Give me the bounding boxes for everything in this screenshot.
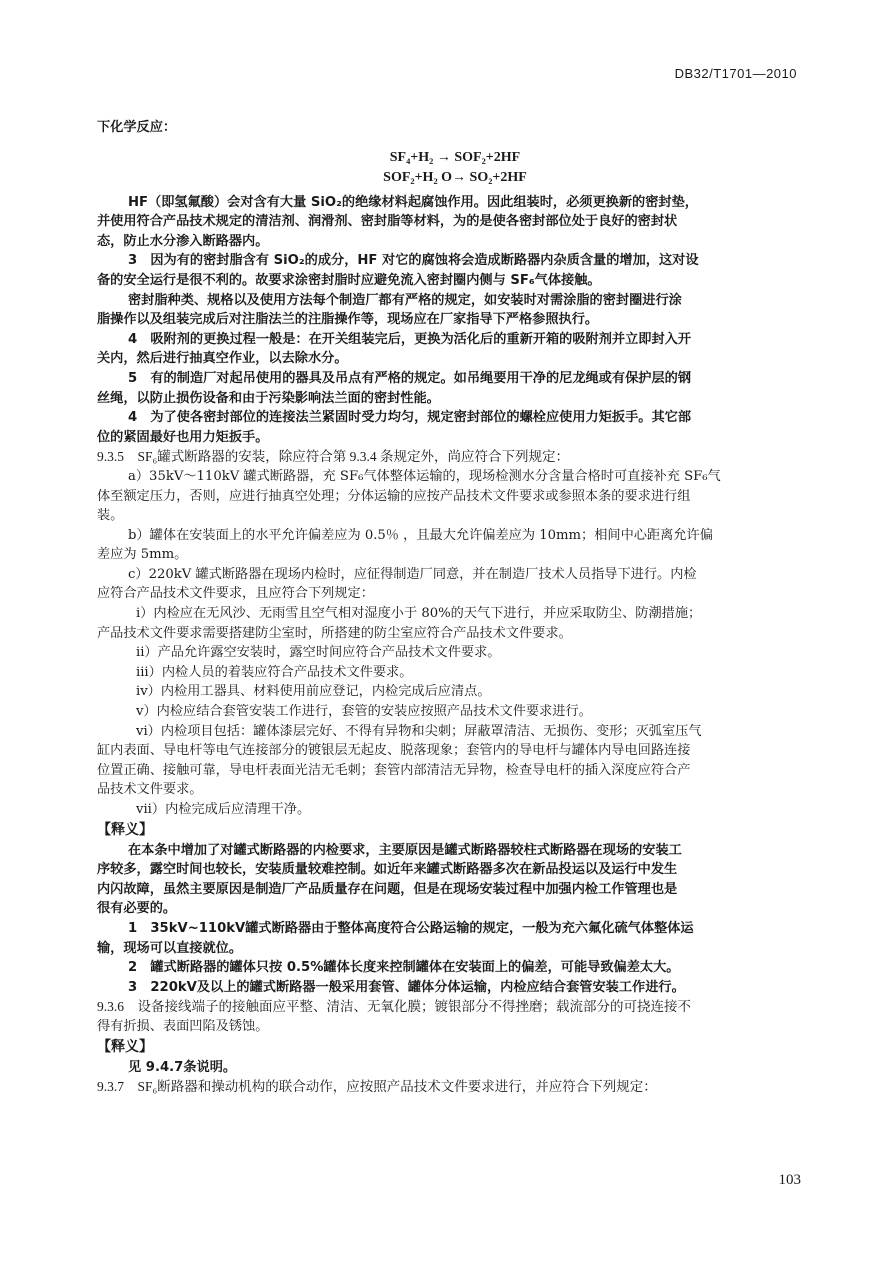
text-line: 1 35kV~110kV罐式断路器由于整体高度符合公路运输的规定，一般为充六氟化硫气体整体运	[128, 920, 694, 936]
text-line: 态，防止水分渗入断路器内。	[97, 233, 269, 249]
clause-9-3-5: 9.3.5 SF₆罐式断路器的安装，除应符合第 9.3.4 条规定外，尚应符合下列规定：	[97, 449, 569, 465]
formula-1: SF₄+H₂ → SOF₂+2HF	[389, 149, 521, 165]
text-line: 并使用符合产品技术规定的清洁剂、润滑剂、密封脂等材料，为的是使各密封部位处于良好的密封状	[97, 214, 678, 230]
document-body	[97, 118, 801, 1097]
text-line: i）内检应在无风沙、无雨雪且空气相对湿度小于 80%的天气下进行，并应采取防尘、防潮措施；	[136, 606, 702, 622]
text-line: b）罐体在安装面上的水平允许偏差应为 0.5％ ，且最大允许偏差应为 10mm；相间中心距离允许偏	[128, 527, 713, 543]
text-line: 4 为了使各密封部位的连接法兰紧固时受力均匀，规定密封部位的螺栓应使用力矩扳手。其它部	[128, 410, 692, 426]
page-number: 103	[778, 1172, 801, 1188]
text-line: 见 9.4.7条说明。	[128, 1059, 237, 1075]
text-line: 位的紧固最好也用力矩扳手。	[97, 429, 269, 445]
explanation-heading: 【释义】	[97, 821, 153, 838]
text-line: 2 罐式断路器的罐体只按 0.5%罐体长度来控制罐体在安装面上的偏差，可能导致偏差太大。	[128, 960, 680, 976]
text-line: 差应为 5mm。	[97, 547, 188, 563]
text-line: 内闪故障，虽然主要原因是制造厂产品质量存在问题，但是在现场安装过程中加强内检工作管理也是	[97, 881, 678, 897]
text-line: 很有必要的。	[97, 901, 177, 917]
text-line: 缸内表面、导电杆等电气连接部分的镀银层无起皮、脱落现象；套管内的导电杆与罐体内导电回路连接	[97, 743, 691, 759]
explanation-heading: 【释义】	[97, 1038, 153, 1055]
text-line: 3 220kV及以上的罐式断路器一般采用套管、罐体分体运输，内检应结合套管安装工作进行。	[128, 979, 685, 995]
text-line: 装。	[97, 508, 124, 524]
text-line: vii）内检完成后应清理干净。	[136, 802, 311, 817]
text-line: 4 吸附剂的更换过程一般是：在开关组装完后，更换为活化后的重新开箱的吸附剂并立即封入开	[128, 331, 692, 347]
text-line: 得有折损、表面凹陷及锈蚀。	[97, 1018, 269, 1034]
formula-2: SOF₂+H₂ O→ SO₂+2HF	[383, 169, 527, 185]
text-line: 体至额定压力，否则，应进行抽真空处理；分体运输的应按产品技术文件要求或参照本条的要求进行组	[97, 488, 691, 504]
text-line: HF（即氢氟酸）会对含有大量 SiO₂的绝缘材料起腐蚀作用。因此组装时，必须更换新的密封垫，	[128, 194, 698, 210]
text-line: 备的安全运行是很不利的。故要求涂密封脂时应避免流入密封圈内侧与 SF₆气体接触。	[97, 272, 601, 288]
text-line: iv）内检用工器具、材料使用前应登记，内检完成后应清点。	[136, 684, 491, 700]
text-line: v）内检应结合套管安装工作进行，套管的安装应按照产品技术文件要求进行。	[136, 704, 592, 720]
text-line: a）35kV～110kV 罐式断路器，充 SF₆气体整体运输的，现场检测水分含量合格时可直接补充 SF₆气	[128, 468, 721, 484]
text-line: 下化学反应：	[97, 120, 177, 135]
text-line: 3 因为有的密封脂含有 SiO₂的成分，HF 对它的腐蚀将会造成断路器内杂质含量的增加，这对设	[128, 253, 699, 269]
text-line: 产品技术文件要求需要搭建防尘室时，所搭建的防尘室应符合产品技术文件要求。	[97, 625, 572, 641]
text-line: vi）内检项目包括：罐体漆层完好、不得有异物和尖刺；屏蔽罩清洁、无损伤、变形；灭弧室压气	[136, 723, 702, 739]
text-line: 序较多，露空时间也较长，安装质量较难控制。如近年来罐式断路器多次在新品投运以及运行中发生	[97, 862, 678, 878]
clause-9-3-7: 9.3.7 SF₆断路器和操动机构的联合动作，应按照产品技术文件要求进行，并应符合下列规定：	[97, 1079, 657, 1095]
text-line: 密封脂种类、规格以及使用方法每个制造厂都有严格的规定，如安装时对需涂脂的密封圈进行涂	[128, 292, 682, 308]
text-line: 脂操作以及组装完成后对注脂法兰的注脂操作等，现场应在厂家指导下严格参照执行。	[97, 312, 599, 328]
text-line: 5 有的制造厂对起吊使用的器具及吊点有严格的规定。如吊绳要用干净的尼龙绳或有保护层的钢	[128, 370, 692, 386]
text-line: 应符合产品技术文件要求，且应符合下列规定：	[97, 586, 374, 602]
clause-9-3-6: 9.3.6 设备接线端子的接触面应平整、清洁、无氧化膜；镀银部分不得挫磨；载流部分的可挠连接不	[97, 999, 691, 1015]
text-line: 品技术文件要求。	[97, 782, 203, 798]
text-line: ii）产品允许露空安装时，露空时间应符合产品技术文件要求。	[136, 645, 501, 661]
text-line: iii）内检人员的着装应符合产品技术文件要求。	[136, 664, 413, 680]
text-line: 关内，然后进行抽真空作业，以去除水分。	[97, 351, 348, 367]
text-line: 位置正确、接触可靠，导电杆表面光洁无毛刺；套管内部清洁无异物，检查导电杆的插入深度应符合产	[97, 762, 691, 778]
text-line: 在本条中增加了对罐式断路器的内检要求，主要原因是罐式断路器较柱式断路器在现场的安装工	[128, 842, 682, 858]
text-line: c）220kV 罐式断路器在现场内检时，应征得制造厂同意，并在制造厂技术人员指导下进行。内检	[128, 566, 697, 582]
text-line: 输，现场可以直接就位。	[97, 940, 243, 956]
text-line: 丝绳，以防止损伤设备和由于污染影响法兰面的密封性能。	[97, 390, 440, 406]
standard-code: DB32/T1701—2010	[674, 66, 797, 81]
